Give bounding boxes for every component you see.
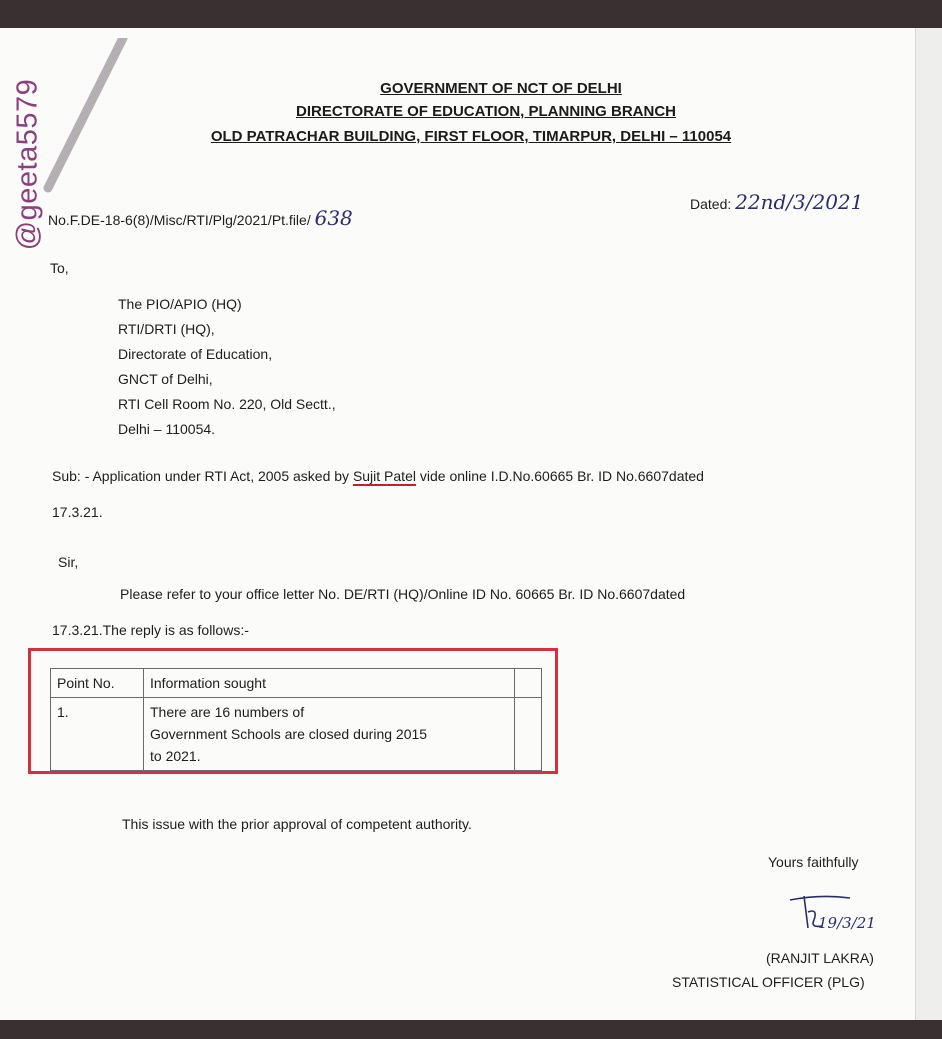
- header-line-3: OLD PATRACHAR BUILDING, FIRST FLOOR, TIMARPUR, DELHI – 110054: [210, 128, 732, 145]
- closing: Yours faithfully: [768, 854, 859, 870]
- handwritten-date: 22nd/3/2021: [735, 190, 864, 214]
- pen-mark-graphic: [28, 38, 148, 208]
- salutation: Sir,: [58, 554, 79, 570]
- table-header-row: [51, 669, 542, 698]
- header-line-1: GOVERNMENT OF NCT OF DELHI: [380, 80, 622, 97]
- subject-prefix: Sub: - Application under RTI Act, 2005 asked by: [52, 468, 353, 484]
- applicant-name: Sujit Patel: [352, 468, 416, 484]
- address-line: Directorate of Education,: [118, 346, 273, 362]
- table-header-cell: Information sought: [144, 669, 515, 698]
- signatory-name: (RANJIT LAKRA): [766, 950, 874, 966]
- table-cell-info: [144, 698, 515, 771]
- signature-date: 19/3/21: [818, 914, 876, 932]
- subject-line: [52, 468, 704, 484]
- address-line: RTI Cell Room No. 220, Old Sectt.,: [118, 396, 336, 412]
- table-cell-point: 1.: [51, 698, 144, 771]
- address-line: GNCT of Delhi,: [118, 371, 213, 387]
- watermark-handle: @geeta5579: [11, 78, 44, 251]
- signatory-title: STATISTICAL OFFICER (PLG): [672, 974, 865, 990]
- recipient-address: [118, 292, 336, 442]
- table-row: [51, 698, 542, 771]
- table-empty-cell: [515, 698, 542, 771]
- address-line: The PIO/APIO (HQ): [118, 296, 242, 312]
- date-line: [690, 190, 863, 214]
- page-edge: [915, 28, 942, 1020]
- information-table: [50, 668, 542, 771]
- handwritten-number: 638: [314, 206, 353, 230]
- subject-suffix: vide online I.D.No.60665 Br. ID No.6607dated: [415, 468, 704, 484]
- approval-note: This issue with the prior approval of competent authority.: [122, 816, 472, 832]
- table-header-cell: Point No.: [51, 669, 144, 698]
- address-line: RTI/DRTI (HQ),: [118, 321, 215, 337]
- dated-label: Dated:: [690, 196, 732, 212]
- to-label: To,: [50, 260, 69, 276]
- body-line-2: 17.3.21.The reply is as follows:-: [52, 622, 249, 638]
- address-line: Delhi – 110054.: [118, 421, 216, 437]
- table-empty-cell: [515, 669, 542, 698]
- subject-line-2: 17.3.21.: [52, 504, 103, 520]
- info-line: to 2021.: [150, 748, 201, 764]
- header-line-2: DIRECTORATE OF EDUCATION, PLANNING BRANCH: [296, 103, 676, 120]
- bottom-bar: [0, 1020, 942, 1039]
- document-page: [0, 28, 942, 1020]
- info-line: There are 16 numbers of: [150, 704, 305, 720]
- body-line-1: Please refer to your office letter No. DE/RTI (HQ)/Online ID No. 60665 Br. ID No.6607dated: [120, 586, 686, 602]
- reference-number: [48, 206, 353, 230]
- info-line: Government Schools are closed during 2015: [150, 726, 428, 742]
- reference-number-text: No.F.DE-18-6(8)/Misc/RTI/Plg/2021/Pt.file/: [48, 212, 311, 228]
